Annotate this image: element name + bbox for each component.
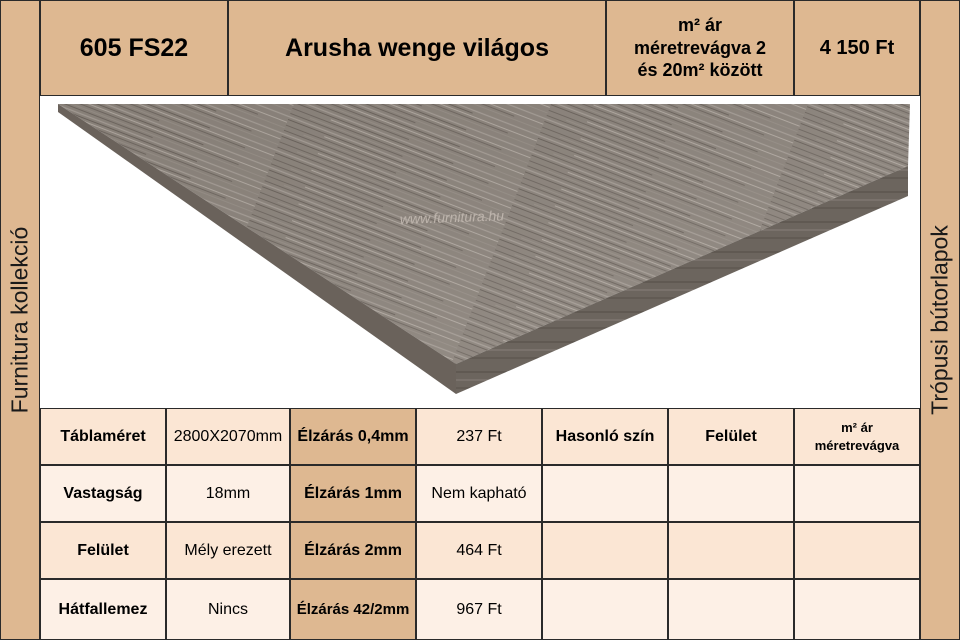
empty-cell xyxy=(542,465,668,522)
value-felulet xyxy=(166,522,290,579)
cell-text: 967 Ft xyxy=(456,600,502,618)
value-elzaras-42-2 xyxy=(416,579,542,640)
cell-text: 18mm xyxy=(205,484,251,502)
wood-board-image xyxy=(40,96,920,408)
cell-text: Élzárás 42/2mm xyxy=(296,601,410,618)
value-hatfallemez xyxy=(166,579,290,640)
cell-text: Felület xyxy=(705,427,757,445)
left-side-bar xyxy=(0,0,40,640)
price-label xyxy=(606,0,794,96)
cell-text: Hasonló szín xyxy=(555,427,655,445)
watermark: www.furnitura.hu xyxy=(399,207,505,227)
cell-text: Táblaméret xyxy=(60,427,146,445)
value-elzaras-04 xyxy=(416,408,542,465)
price-value-text: 4 150 Ft xyxy=(819,36,895,59)
price-label-line2: méretrevágva 2 xyxy=(633,37,767,58)
empty-cell xyxy=(668,579,794,640)
cell-text: Nincs xyxy=(207,600,248,618)
price-value xyxy=(794,0,920,96)
cell-text: Élzárás 2mm xyxy=(304,541,402,559)
category-label: Trópusi bútorlapok xyxy=(926,225,953,415)
empty-cell xyxy=(668,465,794,522)
cell-text: 2800X2070mm xyxy=(173,427,283,445)
empty-cell xyxy=(794,579,920,640)
empty-cell xyxy=(794,522,920,579)
label-elzaras-42-2 xyxy=(290,579,416,640)
product-name xyxy=(228,0,606,96)
label-felulet xyxy=(40,522,166,579)
label-felulet-header xyxy=(668,408,794,465)
label-elzaras-1 xyxy=(290,465,416,522)
empty-cell xyxy=(794,465,920,522)
empty-cell xyxy=(668,522,794,579)
cell-text: Vastagság xyxy=(63,484,143,502)
cell-text: 237 Ft xyxy=(456,427,502,445)
value-tablameret xyxy=(166,408,290,465)
cell-text: Élzárás 0,4mm xyxy=(297,427,409,445)
label-tablameret xyxy=(40,408,166,465)
cell-text: Élzárás 1mm xyxy=(304,484,402,502)
product-code-text: 605 FS22 xyxy=(79,33,189,62)
collection-label: Furnitura kollekció xyxy=(6,226,33,414)
label-hasonlo-szin xyxy=(542,408,668,465)
cell-text-line2: méretrevágva xyxy=(814,437,900,453)
label-hatfallemez xyxy=(40,579,166,640)
value-elzaras-1 xyxy=(416,465,542,522)
right-side-bar xyxy=(920,0,960,640)
cell-text: Nem kapható xyxy=(431,484,527,502)
empty-cell xyxy=(542,522,668,579)
cell-text: Felület xyxy=(77,541,129,559)
label-m2-ar xyxy=(794,408,920,465)
cell-text: 464 Ft xyxy=(456,541,502,559)
value-elzaras-2 xyxy=(416,522,542,579)
value-vastagsag xyxy=(166,465,290,522)
cell-text-line1: m² ár xyxy=(841,419,873,435)
product-code xyxy=(40,0,228,96)
cell-text: Mély erezett xyxy=(184,541,272,559)
price-label-line1: m² ár xyxy=(677,15,722,36)
product-photo xyxy=(40,96,920,408)
price-label-line3: és 20m² között xyxy=(637,60,763,81)
label-vastagsag xyxy=(40,465,166,522)
label-elzaras-04 xyxy=(290,408,416,465)
empty-cell xyxy=(542,579,668,640)
product-name-text: Arusha wenge világos xyxy=(285,33,549,62)
label-elzaras-2 xyxy=(290,522,416,579)
cell-text: Hátfallemez xyxy=(58,600,148,618)
